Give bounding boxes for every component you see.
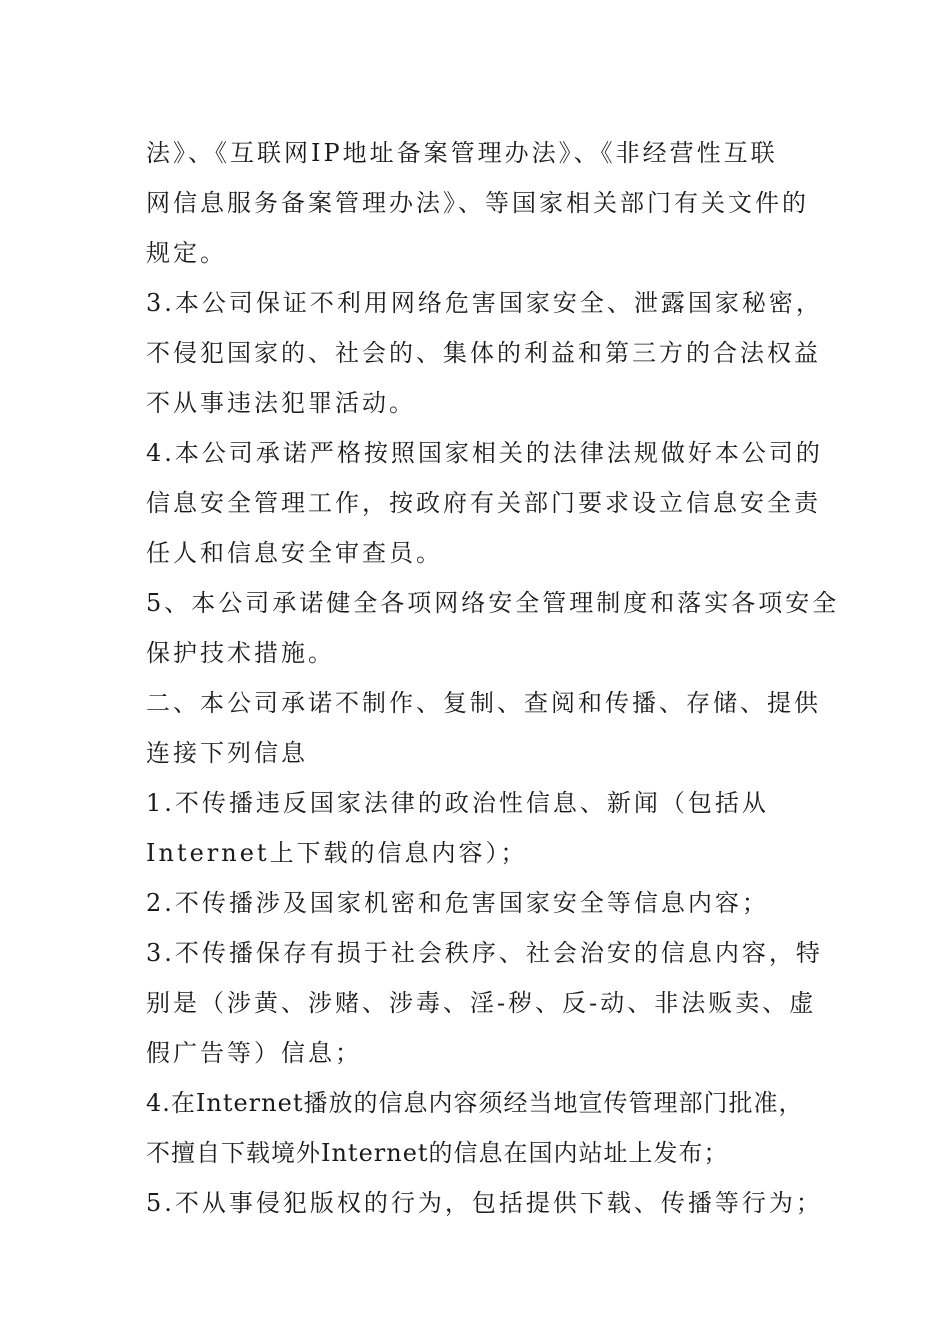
text-line: 连接下列信息	[146, 739, 308, 767]
text-line: 不侵犯国家的、社会的、集体的利益和第三方的合法权益	[146, 339, 821, 367]
text-line: 5.不从事侵犯版权的行为，包括提供下载、传播等行为；	[146, 1189, 823, 1217]
text-line: 不从事违法犯罪活动。	[146, 389, 416, 417]
text-line: 3.不传播保存有损于社会秩序、社会治安的信息内容，特	[146, 939, 823, 967]
text-line: 2.不传播涉及国家机密和危害国家安全等信息内容；	[146, 889, 769, 917]
text-line: 任人和信息安全审查员。	[146, 539, 443, 567]
text-line: 法》、《互联网IP地址备案管理办法》、《非经营性互联	[146, 139, 778, 167]
text-line: 二、本公司承诺不制作、复制、查阅和传播、存储、提供	[146, 689, 821, 717]
text-line: 4.在Internet播放的信息内容须经当地宣传管理部门批准，	[146, 1089, 804, 1117]
text-line: 别是（涉黄、涉赌、涉毒、淫-秽、反-动、非法贩卖、虚	[146, 989, 817, 1017]
text-line: 信息安全管理工作，按政府有关部门要求设立信息安全责	[146, 489, 821, 517]
text-line: 网信息服务备案管理办法》、等国家相关部门有关文件的	[146, 189, 809, 217]
text-line: 5、本公司承诺健全各项网络安全管理制度和落实各项安全	[146, 589, 840, 617]
text-line: 不擅自下载境外Internet的信息在国内站址上发布；	[146, 1139, 729, 1167]
text-line: 1.不传播违反国家法律的政治性信息、新闻（包括从	[146, 789, 769, 817]
text-line: Internet上下载的信息内容）；	[146, 839, 528, 867]
document-body	[146, 128, 840, 1228]
text-line: 规定。	[146, 239, 227, 267]
text-line: 4.本公司承诺严格按照国家相关的法律法规做好本公司的	[146, 439, 823, 467]
text-line: 3.本公司保证不利用网络危害国家安全、泄露国家秘密，	[146, 289, 823, 317]
text-line: 假广告等）信息；	[146, 1039, 362, 1067]
text-line: 保护技术措施。	[146, 639, 335, 667]
